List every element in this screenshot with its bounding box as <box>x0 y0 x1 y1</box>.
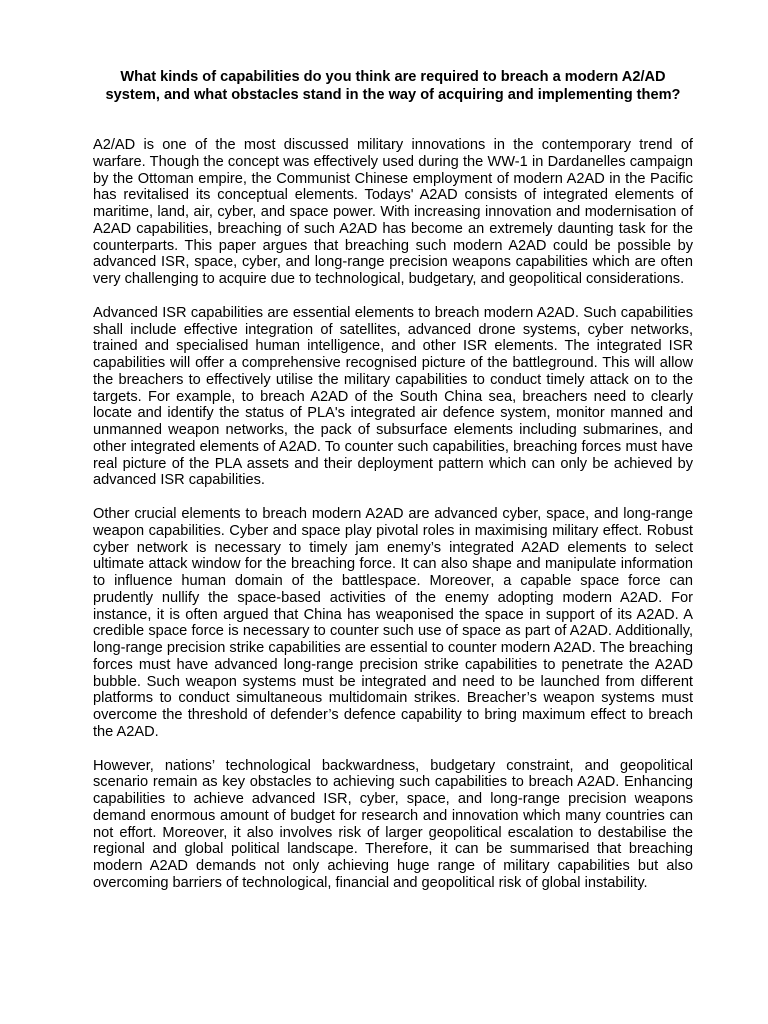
paragraph-isr-capabilities: Advanced ISR capabilities are essential elements to breach modern A2AD. Such capabilities shall include effective integration of satellites, advanced drone systems, cyber networks, trained and specialised human intelligence, and other ISR elements. The integrated ISR capabilities will offer a comprehensive recognised picture of the battleground. This will allow the breachers to effectively utilise the military capabilities to conduct timely attack on to the targets. For example, to breach A2AD of the South China sea, breachers need to clearly locate and identify the status of PLA's integrated air defence system, monitor manned and unmanned weapon networks, the pack of subsurface elements including submarines, and other integrated elements of A2AD. To counter such capabilities, breaching forces must have real picture of the PLA assets and their deployment pattern which can only be achieved by advanced ISR capabilities. <box>93 304 693 489</box>
document-page <box>93 69 693 909</box>
paragraph-obstacles-conclusion: However, nations’ technological backwardness, budgetary constraint, and geopolitical scenario remain as key obstacles to achieving such capabilities to breach A2AD. Enhancing capabilities to achieve advanced ISR, cyber, space, and long-range precision weapons demand enormous amount of budget for research and innovation which many countries can not effort. Moreover, it also involves risk of larger geopolitical escalation to destabilise the regional and global political landscape. Therefore, it can be summarised that breaching modern A2AD demands not only achieving huge range of military capabilities but also overcoming barriers of technological, financial and geopolitical risk of global instability. <box>93 757 693 891</box>
paragraph-introduction: A2/AD is one of the most discussed military innovations in the contemporary trend of warfare. Though the concept was effectively used during the WW-1 in Dardanelles campaign by the Ottoman empire, the Communist Chinese employment of modern A2AD in the Pacific has revitalised its conceptual elements. Todays' A2AD consists of integrated elements of maritime, land, air, cyber, and space power. With increasing innovation and modernisation of A2AD capabilities, breaching of such A2AD has become an extremely daunting task for the counterparts. This paper argues that breaching such modern A2AD could be possible by advanced ISR, space, cyber, and long-range precision weapons capabilities which are often very challenging to acquire due to technological, budgetary, and geopolitical considerations. <box>93 137 693 287</box>
document-title: What kinds of capabilities do you think are required to breach a modern A2/AD system, and what obstacles stand in the way of acquiring and implementing them? <box>105 69 681 103</box>
paragraph-cyber-space-weapons: Other crucial elements to breach modern A2AD are advanced cyber, space, and long-range weapon capabilities. Cyber and space play pivotal roles in maximising military effect. Robust cyber network is necessary to timely jam enemy’s integrated A2AD elements to select ultimate attack window for the breaching force. It can also shape and manipulate information to influence human domain of the battlespace. Moreover, a capable space force can prudently nullify the space-based activities of the enemy adopting modern A2AD. For instance, it is often argued that China has weaponised the space in support of its A2AD. A credible space force is necessary to counter such use of space as part of A2AD. Additionally, long-range precision strike capabilities are essential to counter modern A2AD. The breaching forces must have advanced long-range precision strike capabilities to penetrate the A2AD bubble. Such weapon systems must be integrated and need to be launched from different platforms to conduct simultaneous multidomain strikes. Breacher’s weapon systems must overcome the threshold of defender’s defence capability to bring maximum effect to breach the A2AD. <box>93 506 693 740</box>
